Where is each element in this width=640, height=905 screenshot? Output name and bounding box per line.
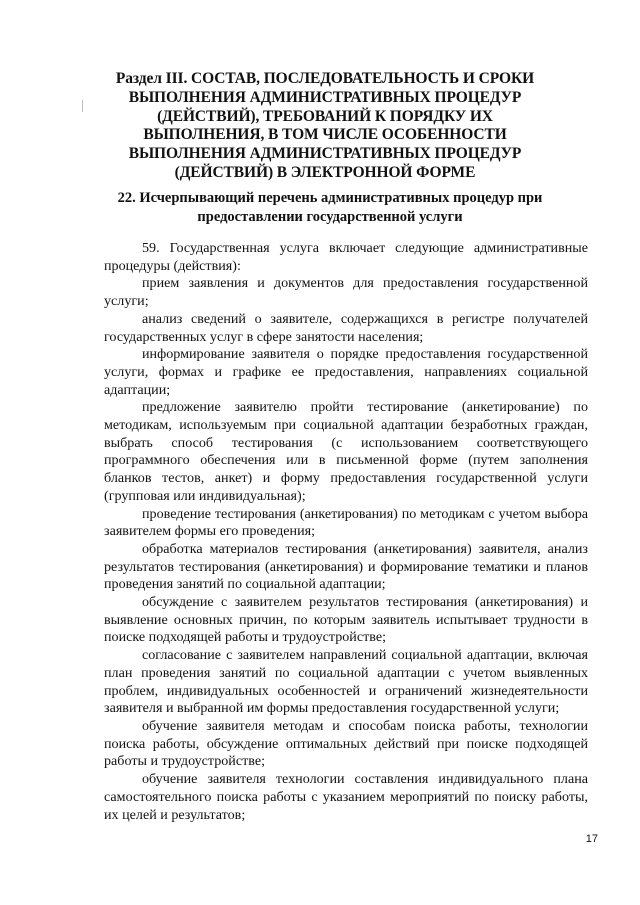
paragraph: информирование заявителя о порядке предоставления государственной услуги, формах и графике ее предоставления, направлениях социальной адаптации;: [104, 346, 588, 398]
scan-mark: [82, 100, 83, 112]
paragraph: согласование с заявителем направлений социальной адаптации, включая план проведения занятий по социальной адаптации с учетом выявленных проблем, индивидуальных особенностей и ограничений жизнедеятельности заявителя и выбранной им формы предоставления государственной услуги;: [104, 647, 588, 717]
paragraph: проведение тестирования (анкетирования) по методикам с учетом выбора заявителем формы его проведения;: [104, 505, 588, 540]
page-number: 17: [585, 833, 598, 845]
paragraph: прием заявления и документов для предоставления государственной услуги;: [104, 275, 588, 310]
paragraph: обработка материалов тестирования (анкетирования) заявителя, анализ результатов тестирования (анкетирования) и формирование тематики и планов проведения занятий по социальной адаптации;: [104, 540, 588, 593]
paragraph: анализ сведений о заявителе, содержащихся в регистре получателей государственных услуг в сфере занятости населения;: [104, 310, 588, 345]
body-text: [104, 240, 588, 824]
paragraph: предложение заявителю пройти тестирование (анкетирование) по методикам, используемым при социальной адаптации безработных граждан, выбрать способ тестирования (с использованием соответствующего программного обеспечения или в письменной форме (путем заполнения бланков тестов, анкет) и форму предоставления государственной услуги (групповая или индивидуальная);: [104, 399, 588, 504]
paragraph: обсуждение с заявителем результатов тестирования (анкетирования) и выявление основных причин, по которым заявитель испытывает трудности в поиске подходящей работы и трудоустройстве;: [104, 594, 588, 646]
paragraph: обучение заявителя технологии составления индивидуального плана самостоятельного поиска работы с указанием мероприятий по поиску работы, их целей и результатов;: [104, 771, 588, 823]
section-title: Раздел III. СОСТАВ, ПОСЛЕДОВАТЕЛЬНОСТЬ И СРОКИ ВЫПОЛНЕНИЯ АДМИНИСТРАТИВНЫХ ПРОЦЕДУР (ДЕЙСТВИЙ), ТРЕБОВАНИЙ К ПОРЯДКУ ИХ ВЫПОЛНЕНИЯ, В ТОМ ЧИСЛЕ ОСОБЕННОСТИ ВЫПОЛНЕНИЯ АДМИНИСТРАТИВНЫХ ПРОЦЕДУР (ДЕЙСТВИЙ) В ЭЛЕКТРОННОЙ ФОРМЕ: [115, 70, 535, 181]
paragraph: 59. Государственная услуга включает следующие административные процедуры (действия):: [104, 240, 588, 274]
subsection-title: 22. Исчерпывающий перечень административных процедур при предоставлении государственной услуги: [117, 190, 543, 225]
paragraph: обучение заявителя методам и способам поиска работы, технологии поиска работы, обсуждение оптимальных действий при поиске подходящей работы и трудоустройстве;: [104, 717, 588, 770]
